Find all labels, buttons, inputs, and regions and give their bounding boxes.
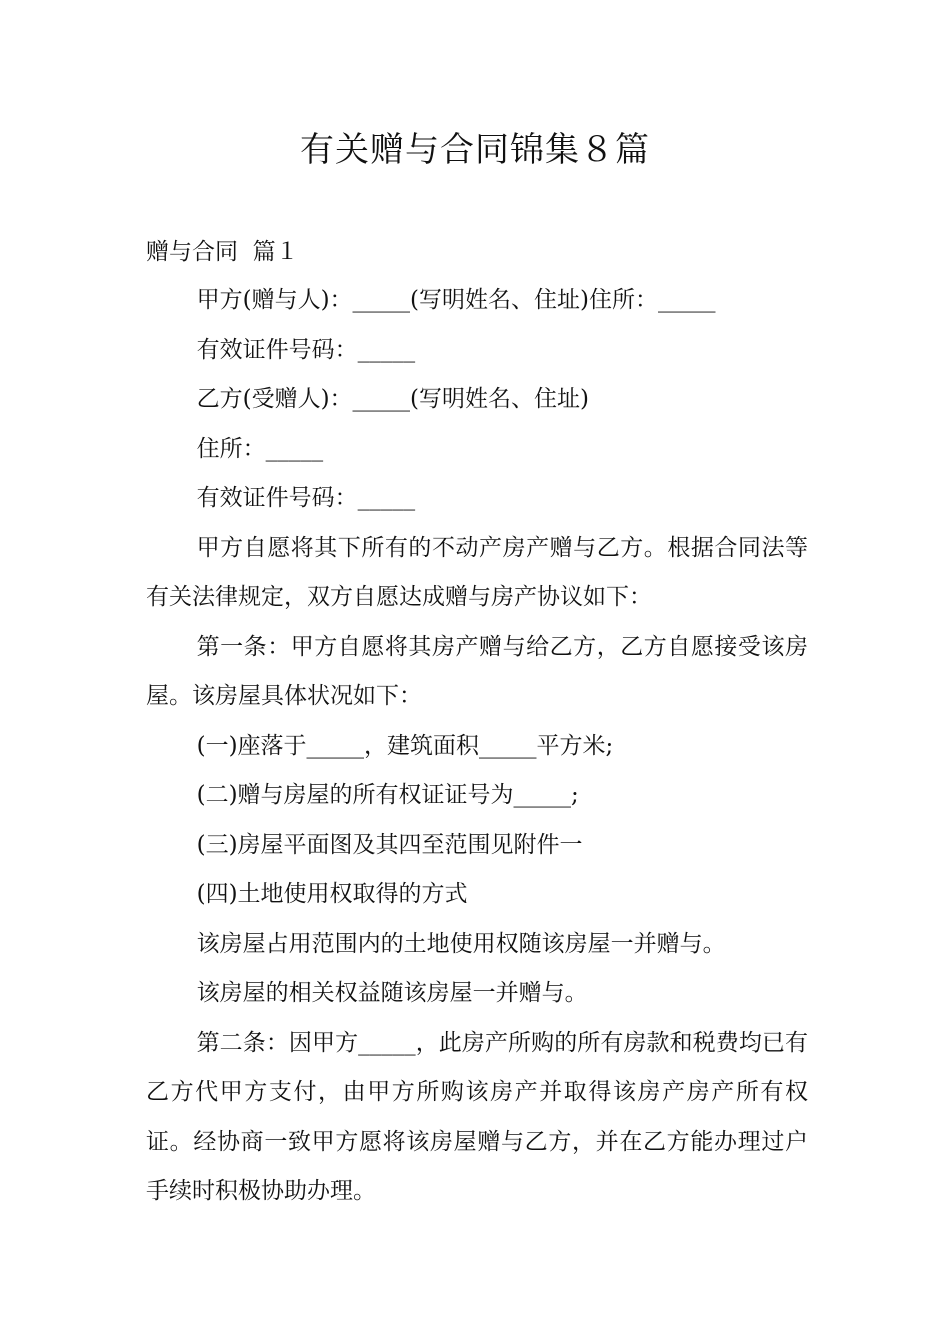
article-one-item-3: (三)房屋平面图及其四至范围见附件一 (196, 831, 583, 858)
document-title: 有关赠与合同锦集８篇 (300, 130, 650, 170)
paragraph-preamble: 甲方自愿将其下所有的不动产房产赠与乙方。根据合同法等有关法律规定，双方自愿达成赠与房产协议如下： (146, 534, 808, 610)
article-one-item-1: (一)座落于_____，建筑面积_____平方米; (196, 732, 614, 759)
article-one-item-4: (四)土地使用权取得的方式 (196, 881, 468, 907)
clause-party-b-id: 有效证件号码：_____ (196, 485, 416, 511)
section-heading: 赠与合同 篇１ (146, 239, 299, 265)
article-two: 第二条：因甲方_____，此房产所购的所有房款和税费均已有乙方代甲方支付，由甲方所购该房产并取得该房产房产所有权证。经协商一致甲方愿将该房屋赠与乙方，并在乙方能办理过户手续时积极协助办理。 (146, 1029, 808, 1204)
article-one-item-2: (二)赠与房屋的所有权证证号为_____; (196, 782, 579, 808)
clause-party-a-id: 有效证件号码：_____ (196, 336, 416, 363)
rights-paragraph: 该房屋的相关权益随该房屋一并赠与。 (196, 980, 588, 1006)
land-use-paragraph: 该房屋占用范围内的土地使用权随该房屋一并赠与。 (196, 930, 726, 957)
clause-party-a: 甲方(赠与人)：_____(写明姓名、住址)住所：_____ (196, 287, 716, 313)
clause-party-b: 乙方(受赠人)：_____(写明姓名、住址) (196, 386, 589, 412)
article-one: 第一条：甲方自愿将其房产赠与给乙方，乙方自愿接受该房屋。该房屋具体状况如下： (146, 633, 808, 709)
clause-party-b-address: 住所：_____ (196, 435, 324, 462)
contract-body (146, 276, 808, 1217)
